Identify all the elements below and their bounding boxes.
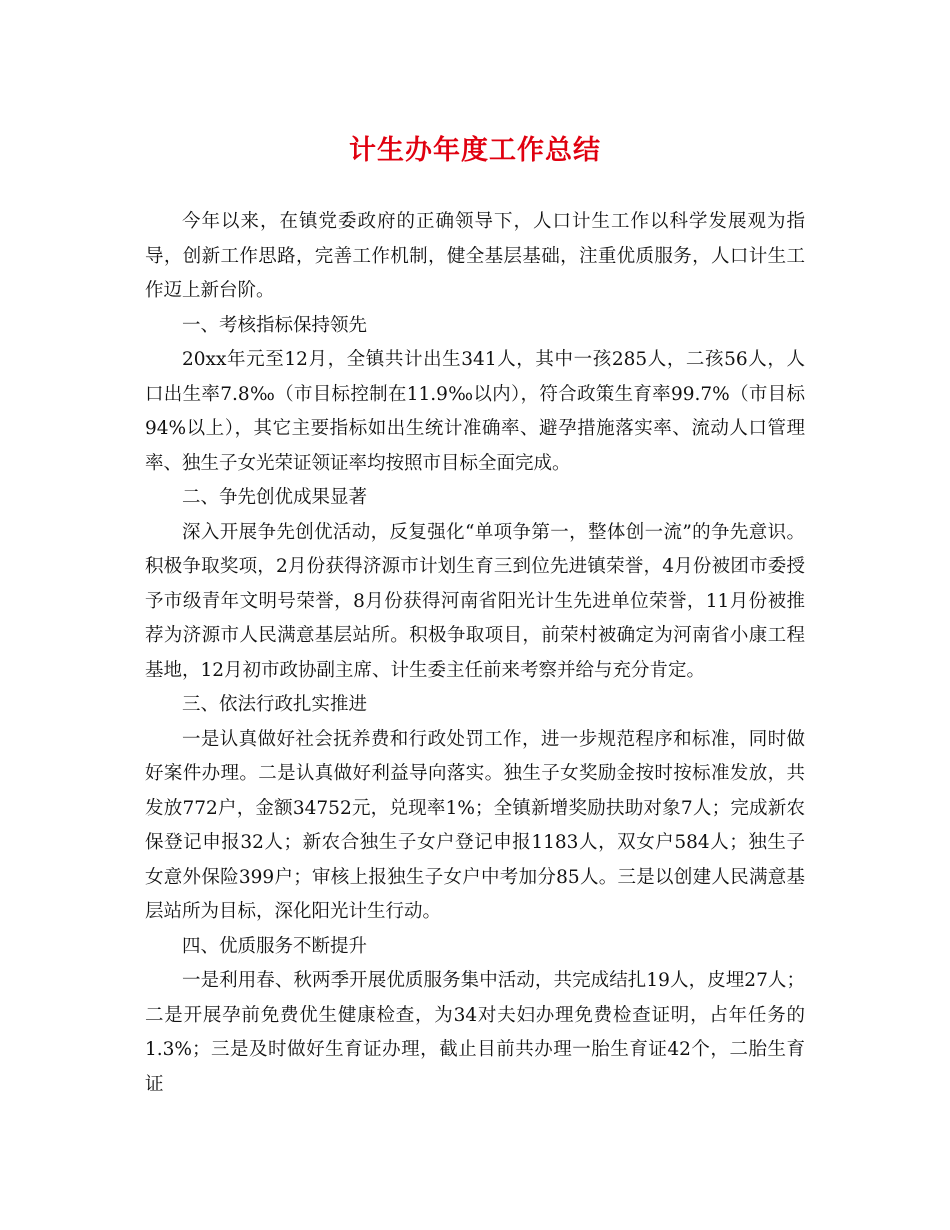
section-heading-1: 一、考核指标保持领先 — [182, 314, 368, 336]
document-title: 计生办年度工作总结 — [349, 135, 601, 166]
section-heading-4: 四、优质服务不断提升 — [182, 935, 368, 957]
section-2-paragraph: 深入开展争先创优活动，反复强化“单项争第一，整体创一流”的争先意识。积极争取奖项，2月份获得济源市计划生育三到位先进镇荣誉，4月份被团市委授予市级青年文明号荣誉，8月份获得河南省阳光计生先进单位荣誉，11月份被推荐为济源市人民满意基层站所。积极争取项目，前荣村被确定为河南省小康工程基地，12月初市政协副主席、计生委主任前来考察并给与充分肯定。 — [145, 521, 805, 681]
section-1-paragraph: 20xx年元至12月，全镇共计出生341人，其中一孩285人，二孩56人，人口出生率7.8‰（市目标控制在11.9‰以内），符合政策生育率99.7%（市目标94%以上），其它主要指标如出生统计准确率、避孕措施落实率、流动人口管理率、独生子女光荣证领证率均按照市目标全面完成。 — [145, 349, 805, 474]
section-heading-3: 三、依法行政扎实推进 — [182, 694, 368, 715]
intro-paragraph: 今年以来，在镇党委政府的正确领导下，人口计生工作以科学发展观为指导，创新工作思路，完善工作机制，健全基层基础，注重优质服务，人口计生工作迈上新台阶。 — [145, 211, 805, 301]
section-3-paragraph: 一是认真做好社会抚养费和行政处罚工作，进一步规范程序和标准，同时做好案件办理。二是认真做好利益导向落实。独生子女奖励金按时按标准发放，共发放772户，金额34752元，兑现率1%；全镇新增奖励扶助对象7人；完成新农保登记申报32人；新农合独生子女户登记申报1183人，双女户584人；独生子女意外保险399户；审核上报独生子女户中考加分85人。三是以创建人民满意基层站所为目标，深化阳光计生行动。 — [145, 728, 805, 922]
section-4-paragraph: 一是利用春、秋两季开展优质服务集中活动，共完成结扎19人，皮埋27人；二是开展孕前免费优生健康检查，为34对夫妇办理免费检查证明，占年任务的1.3%；三是及时做好生育证办理，截止目前共办理一胎生育证42个，二胎生育证 — [145, 970, 805, 1095]
document-body — [145, 205, 805, 1102]
section-heading-2: 二、争先创优成果显著 — [182, 487, 368, 508]
